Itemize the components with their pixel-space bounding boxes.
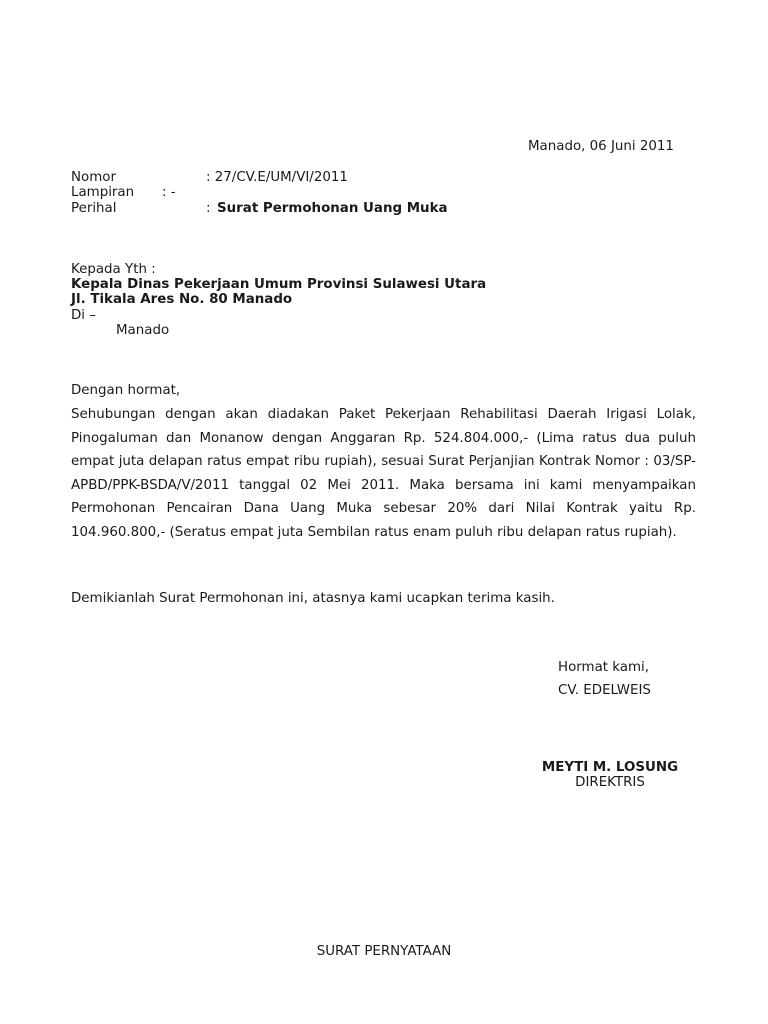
lampiran-label: Lampiran [71, 185, 135, 200]
addressee-intro: Kepada Yth : [71, 262, 156, 277]
perihal-colon: : [206, 201, 211, 216]
addressee-di: Di – [71, 308, 96, 323]
company-name: CV. EDELWEIS [558, 683, 651, 698]
regards: Hormat kami, [558, 660, 650, 675]
addressee-city: Manado [116, 323, 170, 338]
signatory-name: MEYTI M. LOSUNG [541, 760, 679, 775]
closing-sentence: Demikianlah Surat Permohonan ini, atasnya kami ucapkan terima kasih. [71, 591, 555, 606]
next-heading: SURAT PERNYATAAN [316, 944, 452, 959]
greeting: Dengan hormat, [71, 383, 181, 398]
place-date: Manado, 06 Juni 2011 [528, 139, 674, 154]
signatory-title: DIREKTRIS [575, 775, 645, 790]
addressee-office: Kepala Dinas Pekerjaan Umum Provinsi Sulawesi Utara [71, 277, 487, 292]
nomor-label: Nomor [71, 170, 116, 185]
lampiran-value: : - [162, 185, 176, 200]
addressee-street: Jl. Tikala Ares No. 80 Manado [71, 292, 293, 307]
nomor-value: : 27/CV.E/UM/VI/2011 [206, 170, 348, 185]
perihal-value: Surat Permohonan Uang Muka [217, 201, 448, 216]
perihal-label: Perihal [71, 201, 117, 216]
body-paragraph: Sehubungan dengan akan diadakan Paket Pekerjaan Rehabilitasi Daerah Irigasi Lolak, Pinogaluman dan Monanow dengan Anggaran Rp. 524.804.000,- (Lima ratus dua puluh empat juta delapan ratus empat ribu rupiah), sesuai Surat Perjanjian Kontrak Nomor : 03/SP-APBD/PPK-BSDA/V/2011 tanggal 02 Mei 2011. Maka bersama ini kami menyampaikan Permohonan Pencairan Dana Uang Muka sebesar 20% dari Nilai Kontrak yaitu Rp. 104.960.800,- (Seratus empat juta Sembilan ratus enam puluh ribu delapan ratus rupiah). [71, 407, 696, 540]
